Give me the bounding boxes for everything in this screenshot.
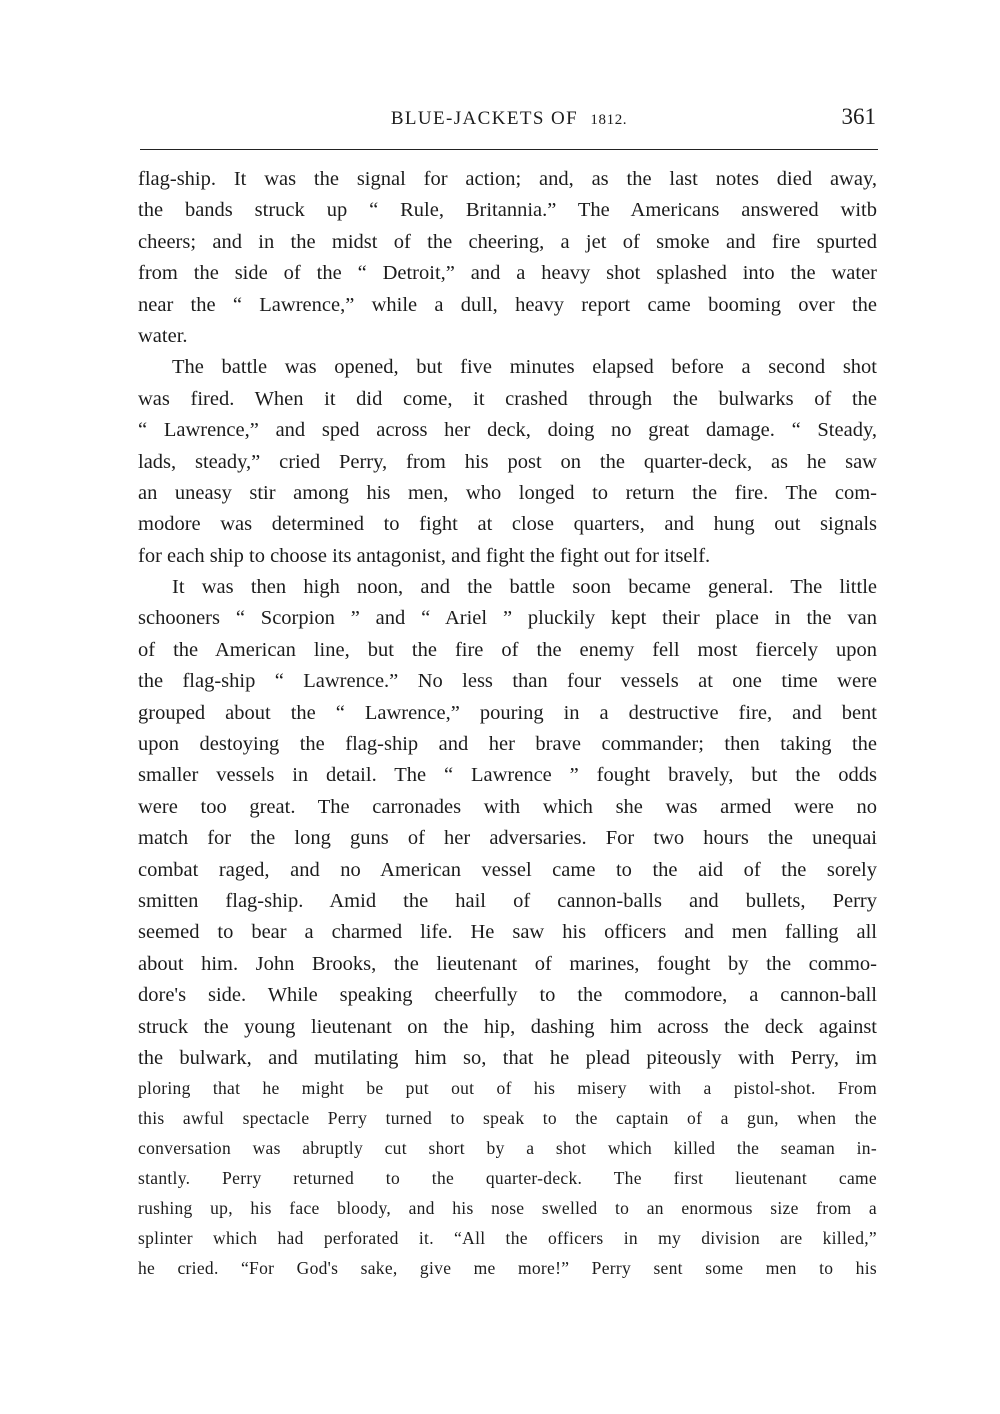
body-text <box>138 164 877 1284</box>
text-line: lads, steady,” cried Perry, from his post on the quarter-deck, as he saw <box>138 450 877 473</box>
text-line: grouped about the “ Lawrence,” pouring in a destructive fire, and bent <box>138 701 877 724</box>
text-line: combat raged, and no American vessel came to the aid of the sorely <box>138 858 877 881</box>
text-line: water. <box>138 324 188 347</box>
text-line: an uneasy stir among his men, who longed to return the fire. The com- <box>138 481 877 504</box>
text-line: schooners “ Scorpion ” and “ Ariel ” pluckily kept their place in the van <box>138 607 877 630</box>
text-line: seemed to bear a charmed life. He saw his officers and men falling all <box>138 921 877 944</box>
text-line: about him. John Brooks, the lieutenant of marines, fought by the commo- <box>138 952 877 975</box>
text-line: for each ship to choose its antagonist, and fight the fight out for itself. <box>138 544 711 567</box>
text-line: dore's side. While speaking cheerfully to the commodore, a cannon-ball <box>138 984 877 1007</box>
text-line: match for the long guns of her adversaries. For two hours the unequai <box>138 827 877 850</box>
text-line: conversation was abruptly cut short by a shot which killed the seaman in- <box>138 1138 877 1159</box>
text-line: the flag-ship “ Lawrence.” No less than four vessels at one time were <box>138 670 877 693</box>
text-line: modore was determined to fight at close quarters, and hung out signals <box>138 513 877 536</box>
text-line: splinter which had perforated it. “All the officers in my division are killed,” <box>138 1227 877 1248</box>
text-line: smaller vessels in detail. The “ Lawrence ” fought bravely, but the odds <box>138 764 877 787</box>
text-line: ploring that he might be put out of his misery with a pistol-shot. From <box>138 1078 877 1099</box>
text-line: near the “ Lawrence,” while a dull, heavy report came booming over the <box>138 293 877 316</box>
running-title <box>140 108 878 130</box>
page-number: 361 <box>841 104 876 129</box>
text-line: was fired. When it did come, it crashed through the bulwarks of the <box>138 387 877 410</box>
text-line: upon destoying the flag-ship and her brave commander; then taking the <box>138 733 877 756</box>
header-rule <box>140 149 878 150</box>
text-line: It was then high noon, and the battle soon became general. The little <box>172 576 877 599</box>
text-line: flag-ship. It was the signal for action; and, as the last notes died away, <box>138 168 877 190</box>
text-line: stantly. Perry returned to the quarter-deck. The first lieutenant came <box>138 1168 877 1188</box>
text-line: struck the young lieutenant on the hip, dashing him across the deck against <box>138 1015 877 1038</box>
running-year: 1812. <box>590 112 628 128</box>
text-line: the bands struck up “ Rule, Britannia.” The Americans answered witb <box>138 199 877 222</box>
running-title-text: BLUE-JACKETS OF <box>390 108 579 129</box>
text-line: the bulwark, and mutilating him so, that he plead piteously with Perry, im <box>138 1046 877 1069</box>
text-line: smitten flag-ship. Amid the hail of cannon-balls and bullets, Perry <box>138 889 877 912</box>
text-line: from the side of the “ Detroit,” and a heavy shot splashed into the water <box>138 262 877 285</box>
text-line: were too great. The carronades with which she was armed were no <box>138 795 877 818</box>
text-line: rushing up, his face bloody, and his nose swelled to an enormous size from a <box>138 1197 877 1218</box>
text-line: cheers; and in the midst of the cheering, a jet of smoke and fire spurted <box>138 230 877 253</box>
running-head <box>140 104 878 140</box>
text-line: The battle was opened, but five minutes elapsed before a second shot <box>172 356 877 379</box>
text-line: this awful spectacle Perry turned to speak to the captain of a gun, when the <box>138 1108 877 1129</box>
text-line: “ Lawrence,” and sped across her deck, doing no great damage. “ Steady, <box>138 419 877 442</box>
text-line: he cried. “For God's sake, give me more!” Perry sent some men to his <box>138 1257 877 1278</box>
text-line: of the American line, but the fire of the enemy fell most fiercely upon <box>138 638 877 661</box>
